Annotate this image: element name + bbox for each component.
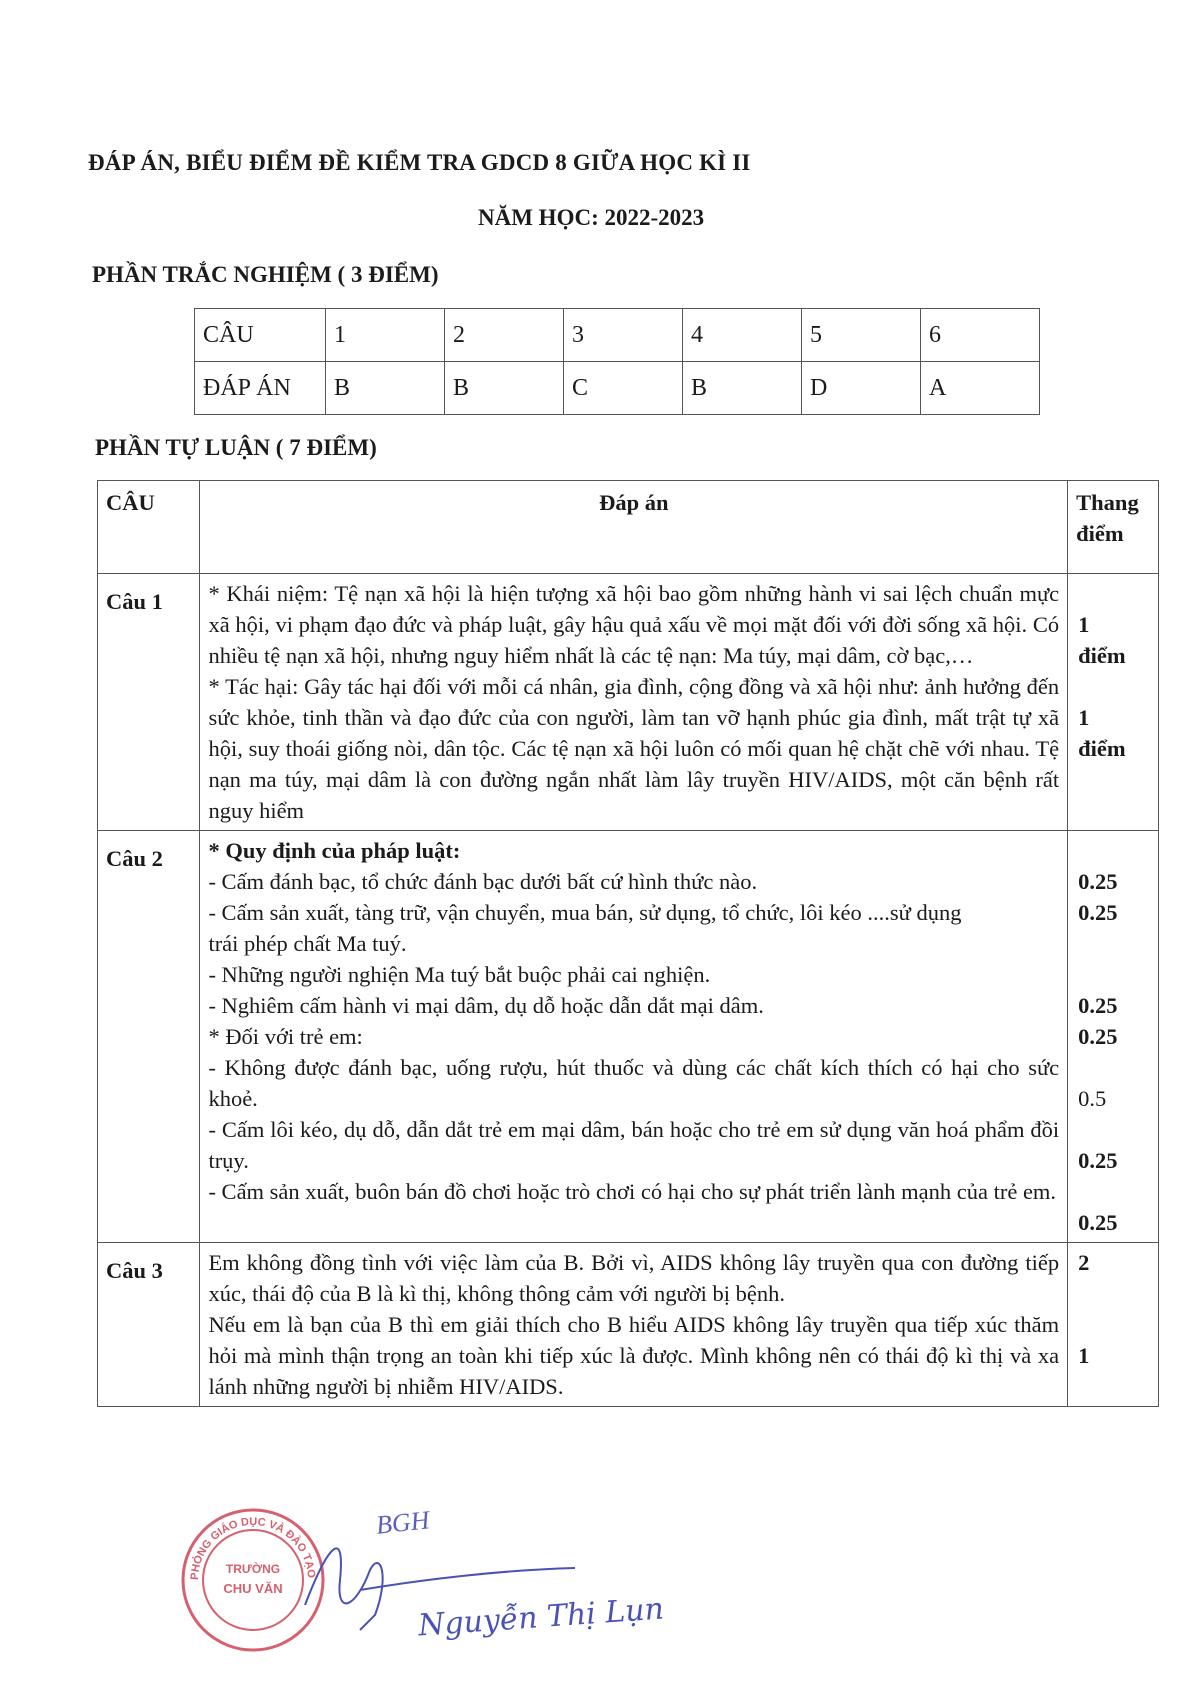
answer-text: Em không đồng tình với việc làm của B. Bởi vì, AIDS không lây truyền qua con đường tiếp xúc, thái độ của B là kì thị, không thông cảm với người bị bệnh. — [208, 1250, 1060, 1306]
answer-text: - Những người nghiện Ma tuý bắt buộc phải cai nghiện. — [208, 962, 711, 987]
score-value: 0.5 — [1078, 1086, 1107, 1111]
score-cell — [1068, 574, 1159, 831]
essay-heading: PHẦN TỰ LUẬN ( 7 ĐIỂM) — [95, 435, 377, 460]
essay-row-q3 — [98, 1243, 1159, 1407]
essay-row-q1 — [98, 574, 1159, 831]
score-value: 1 — [1078, 1343, 1090, 1368]
score-value: 0.25 — [1078, 1024, 1118, 1049]
multiple-choice-heading: PHẦN TRẮC NGHIỆM ( 3 ĐIỂM) — [92, 262, 439, 287]
essay-answer-table — [97, 480, 1159, 1407]
multiple-choice-answer-table — [194, 308, 1040, 415]
question-number: 4 — [683, 309, 802, 362]
answer-row — [195, 362, 1040, 415]
answer-text: * Tác hại: Gây tác hại đối với mỗi cá nhân, gia đình, cộng đồng và xã hội như: ảnh hưởng đến sức khỏe, tinh thần và đạo đức của con người, làm tan vỡ hạnh phúc gia đình, mất trật tự xã hội, suy thoái giống nòi, dân tộc. Các tệ nạn xã hội luôn có mối quan hệ chặt chẽ với nhau. Tệ nạn ma túy, mại dâm là con đường ngắn nhất làm lây truyền HIV/AIDS, một căn bệnh rất nguy hiểm — [208, 674, 1060, 823]
question-number: 3 — [564, 309, 683, 362]
answer-letter: D — [802, 362, 921, 415]
score-cell — [1068, 1243, 1159, 1407]
column-header-question: CÂU — [98, 481, 200, 574]
answer-text: * Khái niệm: Tệ nạn xã hội là hiện tượng xã hội bao gồm những hành vi sai lệch chuẩn mực xã hội, vi phạm đạo đức và pháp luật, gây hậu quả xấu về mọi mặt đối với đời sống xã hội. Có nhiều tệ nạn xã hội, nhưng nguy hiểm nhất là các tệ nạn: Ma túy, mại dâm, cờ bạc,… — [208, 581, 1060, 668]
question-label: Câu 2 — [98, 831, 200, 1243]
question-label: Câu 1 — [98, 574, 200, 831]
stamp-top-text: PHÒNG GIÁO DỤC VÀ ĐÀO TẠO — [188, 1515, 318, 1581]
answer-text: - Không được đánh bạc, uống rượu, hút thuốc và dùng các chất kích thích có hại cho sức khoẻ. — [208, 1055, 1060, 1111]
score-unit: điểm — [1078, 736, 1126, 761]
score-cell — [1068, 831, 1159, 1243]
question-label: Câu 3 — [98, 1243, 200, 1407]
answer-text: - Cấm sản xuất, tàng trữ, vận chuyển, mua bán, sử dụng, tổ chức, lôi kéo ....sử dụng — [208, 900, 962, 925]
answer-cell — [200, 574, 1068, 831]
answer-text: - Nghiêm cấm hành vi mại dâm, dụ dỗ hoặc dẫn dắt mại dâm. — [208, 993, 764, 1018]
answer-cell — [200, 1243, 1068, 1407]
answer-text: - Cấm đánh bạc, tổ chức đánh bạc dưới bất cứ hình thức nào. — [208, 869, 758, 894]
document-title: ĐÁP ÁN, BIỂU ĐIỂM ĐỀ KIỂM TRA GDCD 8 GIỮA HỌC KÌ II — [88, 150, 751, 175]
answer-letter: C — [564, 362, 683, 415]
essay-row-q2 — [98, 831, 1159, 1243]
column-header-score — [1068, 481, 1159, 574]
answer-letter: B — [683, 362, 802, 415]
essay-header-row — [98, 481, 1159, 574]
answer-row-label: ĐÁP ÁN — [195, 362, 326, 415]
question-number: 6 — [921, 309, 1040, 362]
score-value: 0.25 — [1078, 993, 1118, 1018]
stamp-center-text-2: CHU VĂN — [223, 1581, 283, 1596]
question-row-label: CÂU — [195, 309, 326, 362]
school-year: NĂM HỌC: 2022-2023 — [478, 205, 705, 230]
signature-name: Nguyễn Thị Lụn — [417, 1591, 665, 1644]
score-value: 0.25 — [1078, 1210, 1118, 1235]
score-value: 0.25 — [1078, 900, 1118, 925]
answer-text: - Cấm lôi kéo, dụ dỗ, dẫn dắt trẻ em mại dâm, bán hoặc cho trẻ em sử dụng văn hoá phẩm đồi trụy. — [208, 1117, 1060, 1173]
signature-label: BGH — [374, 1505, 431, 1540]
answer-subheading: * Quy định của pháp luật: — [208, 838, 461, 863]
answer-text: trái phép chất Ma tuý. — [208, 931, 407, 956]
score-value: 2 — [1078, 1250, 1090, 1275]
answer-letter: A — [921, 362, 1040, 415]
column-header-score-line2: điểm — [1076, 521, 1124, 546]
question-number: 5 — [802, 309, 921, 362]
score-value: 1 — [1078, 705, 1090, 730]
score-unit: điểm — [1078, 643, 1126, 668]
answer-text: Nếu em là bạn của B thì em giải thích cho B hiểu AIDS không lây truyền qua tiếp xúc thăm hỏi mà mình thận trọng an toàn khi tiếp xúc là được. Mình không nên có thái độ kì thị và xa lánh những người bị nhiễm HIV/AIDS. — [208, 1312, 1060, 1399]
score-value: 0.25 — [1078, 869, 1118, 894]
answer-subheading: * Đối với trẻ em: — [208, 1024, 363, 1049]
stamp-center-text: TRƯỜNG — [225, 1562, 281, 1576]
answer-cell — [200, 831, 1068, 1243]
score-value: 0.25 — [1078, 1148, 1118, 1173]
question-row — [195, 309, 1040, 362]
column-header-score-line1: Thang — [1076, 490, 1139, 515]
stamp-inner-ring — [203, 1530, 303, 1630]
question-number: 2 — [445, 309, 564, 362]
column-header-answer: Đáp án — [200, 481, 1068, 574]
score-value: 1 — [1078, 612, 1090, 637]
answer-letter: B — [445, 362, 564, 415]
answer-letter: B — [326, 362, 445, 415]
answer-text: - Cấm sản xuất, buôn bán đồ chơi hoặc trò chơi có hại cho sự phát triển lành mạnh của trẻ em. — [208, 1179, 1057, 1204]
question-number: 1 — [326, 309, 445, 362]
